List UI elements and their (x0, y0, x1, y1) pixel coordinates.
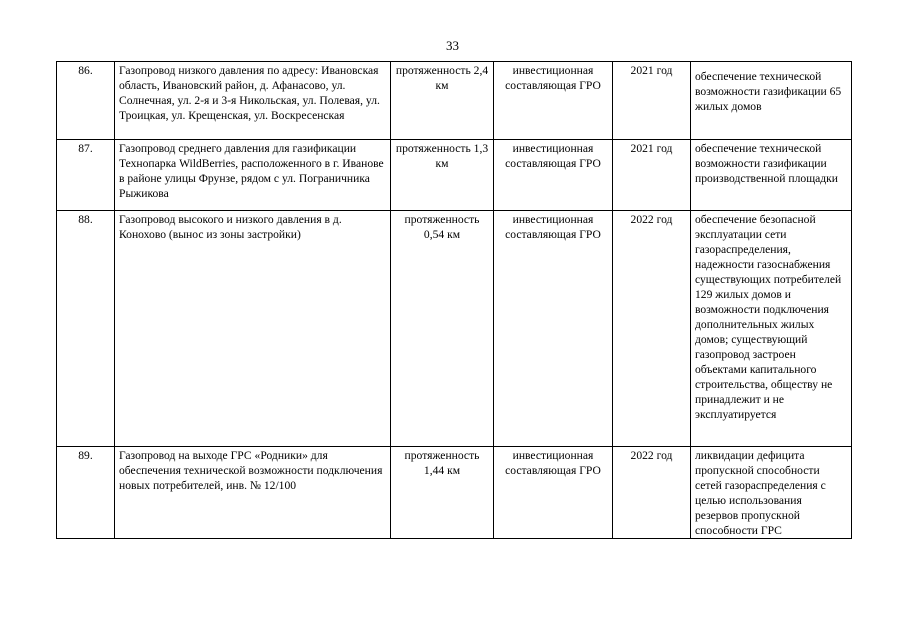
goal: обеспечение безопасной эксплуатации сети газораспределения, надежности газоснабжения существующих потребителей 129 жилых домов и возможности подключения дополнительных жилых домов; существующий газопровод застроен объектами капитального строительства, обществу не принадлежит и не эксплуатируется (691, 211, 852, 447)
funding-source: инвестиционная составляющая ГРО (494, 140, 613, 211)
year: 2021 год (613, 62, 691, 140)
funding-source: инвестиционная составляющая ГРО (494, 211, 613, 447)
object-name: Газопровод низкого давления по адресу: Ивановская область, Ивановский район, д. Афанасово, ул. Солнечная, ул. 2-я и 3-я Никольская, ул. Полевая, ул. Троицкая, ул. Крещенская, ул. Воскресенская (115, 62, 391, 140)
pipeline-length: протяженность 1,44 км (391, 447, 494, 539)
object-name: Газопровод высокого и низкого давления в д. Конохово (вынос из зоны застройки) (115, 211, 391, 447)
gas-pipeline-table (56, 61, 852, 539)
object-name: Газопровод среднего давления для газификации Технопарка WildBerries, расположенного в г. Иванове в районе улицы Фрунзе, рядом с ул. Пограничника Рыжикова (115, 140, 391, 211)
pipeline-length: протяженность 0,54 км (391, 211, 494, 447)
year: 2021 год (613, 140, 691, 211)
row-number: 89. (57, 447, 115, 539)
goal: обеспечение технической возможности газификации 65 жилых домов (691, 62, 852, 140)
table-row (57, 211, 852, 447)
pipeline-length: протяженность 1,3 км (391, 140, 494, 211)
goal: обеспечение технической возможности газификации производственной площадки (691, 140, 852, 211)
page-number: 33 (446, 38, 459, 53)
table-row (57, 447, 852, 539)
table-row (57, 62, 852, 140)
funding-source: инвестиционная составляющая ГРО (494, 62, 613, 140)
goal: ликвидации дефицита пропускной способности сетей газораспределения с целью использования резервов пропускной способности ГРС (691, 447, 852, 539)
table-row (57, 140, 852, 211)
object-name: Газопровод на выходе ГРС «Родники» для обеспечения технической возможности подключения новых потребителей, инв. № 12/100 (115, 447, 391, 539)
funding-source: инвестиционная составляющая ГРО (494, 447, 613, 539)
year: 2022 год (613, 447, 691, 539)
row-number: 88. (57, 211, 115, 447)
pipeline-length: протяженность 2,4 км (391, 62, 494, 140)
row-number: 86. (57, 62, 115, 140)
row-number: 87. (57, 140, 115, 211)
year: 2022 год (613, 211, 691, 447)
